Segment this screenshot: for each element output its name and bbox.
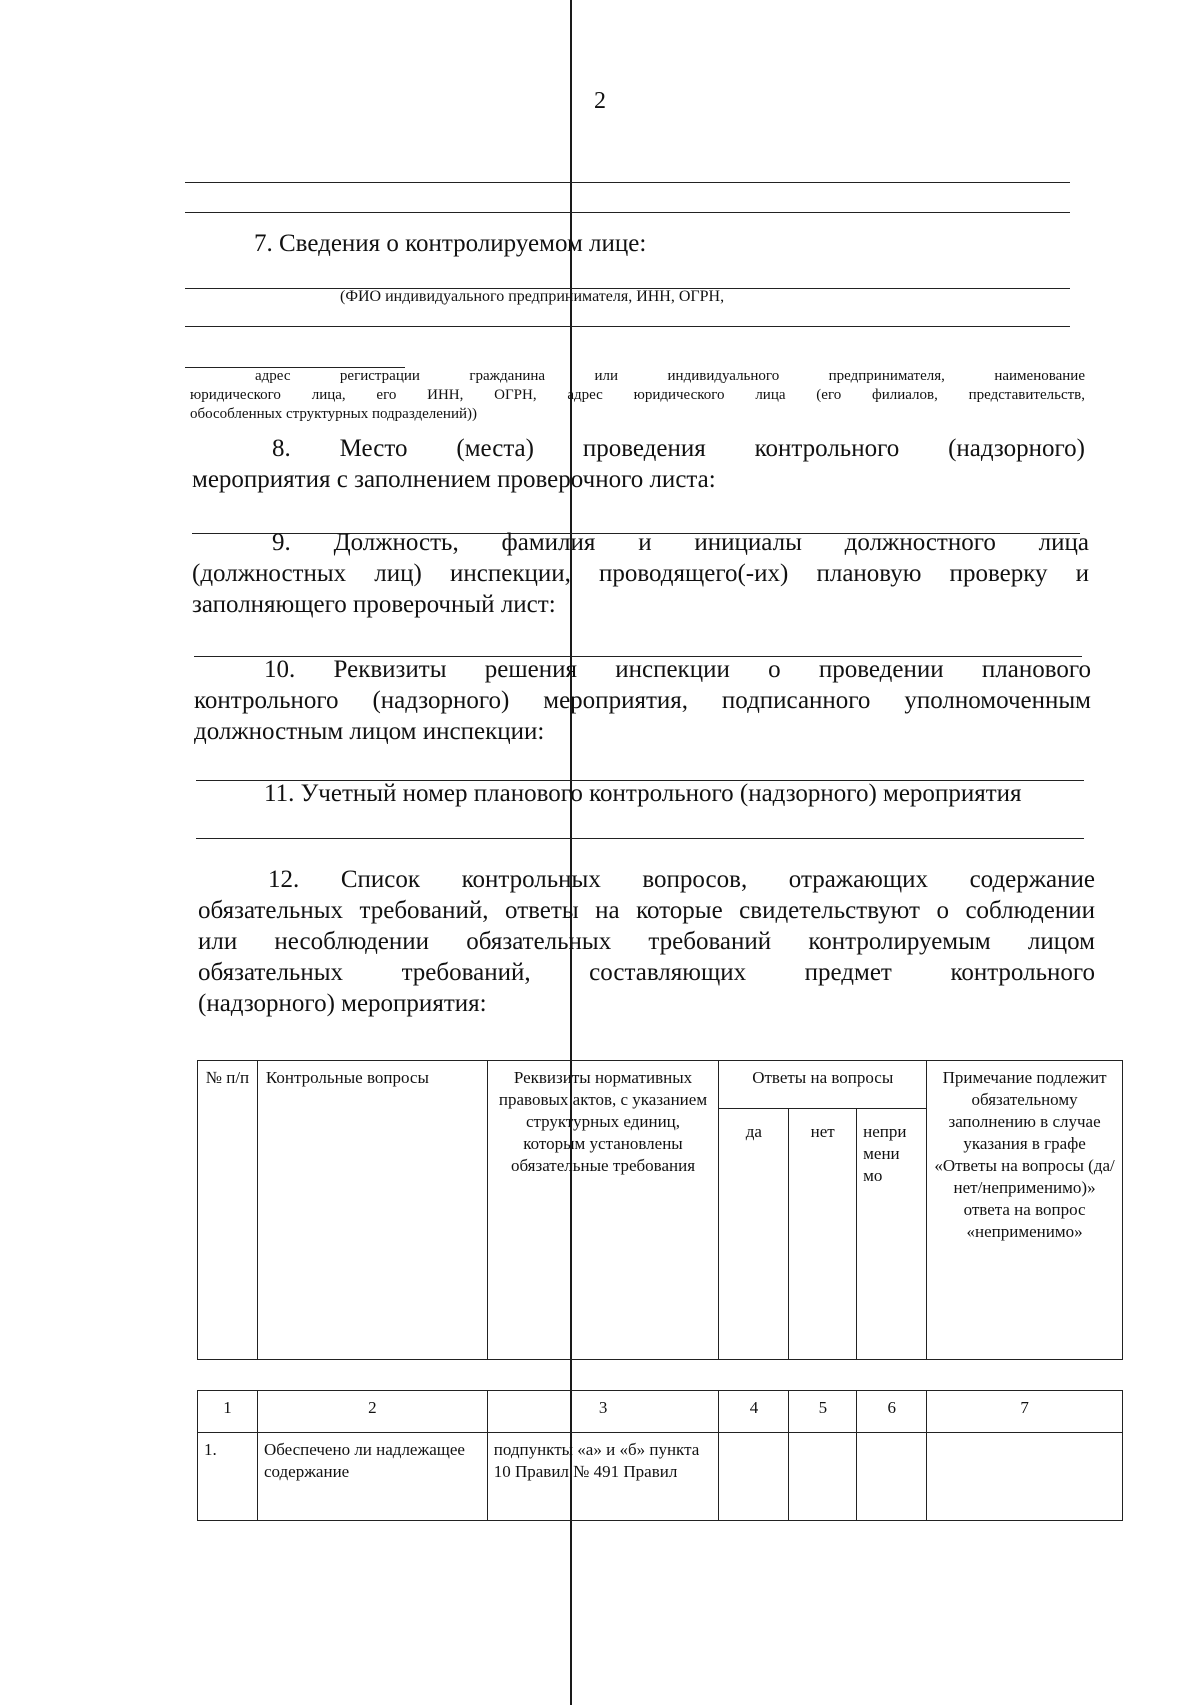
col-number-5: 5 — [789, 1391, 857, 1433]
col-number-1: 1 — [198, 1391, 258, 1433]
section-7-heading: 7. Сведения о контролируемом лице: — [254, 230, 647, 257]
col-na-header: непри мени мо — [857, 1109, 927, 1360]
row-answer-na[interactable] — [857, 1433, 927, 1521]
section-8-text: 8. Место (места) проведения контрольного (надзорного) мероприятия с заполнением проверочного листа: — [192, 435, 1085, 493]
col-number-header: № п/п — [198, 1061, 258, 1360]
col-yes-header: да — [719, 1109, 789, 1360]
table-row — [198, 1433, 1123, 1521]
section-11-text: 11. Учетный номер планового контрольного (надзорного) мероприятия — [264, 780, 1022, 807]
section-12-text: 12. Список контрольных вопросов, отражающих содержание обязательных требований, ответы на которые свидетельствуют о соблюдении или несоблюдении обязательных требований контролируемым лицом обязательных требований, составляющих предмет контрольного (надзорного) мероприятия: — [198, 866, 1095, 1017]
col-number-2: 2 — [257, 1391, 487, 1433]
col-number-7: 7 — [927, 1391, 1123, 1433]
col-questions-header: Контрольные вопросы — [257, 1061, 487, 1360]
blank-line — [185, 326, 1070, 327]
col-number-4: 4 — [719, 1391, 789, 1433]
row-note[interactable] — [927, 1433, 1123, 1521]
checklist-header-table — [197, 1060, 1123, 1360]
blank-line — [185, 212, 1070, 213]
col-no-header: нет — [789, 1109, 857, 1360]
row-answer-yes[interactable] — [719, 1433, 789, 1521]
blank-line — [196, 838, 1084, 839]
col-note-header: Примечание подлежит обязательному заполнению в случае указания в графе «Ответы на вопросы (да/нет/неприменимо)» ответа на вопрос «неприменимо» — [927, 1061, 1123, 1360]
section-7-hint: (ФИО индивидуального предпринимателя, ИНН, ОГРН, — [340, 288, 725, 305]
col-number-3: 3 — [487, 1391, 719, 1433]
page-number: 2 — [594, 88, 606, 114]
row-answer-no[interactable] — [789, 1433, 857, 1521]
row-question: Обеспечено ли надлежащее содержание — [257, 1433, 487, 1521]
blank-line — [185, 182, 1070, 183]
col-answers-header: Ответы на вопросы — [719, 1061, 927, 1109]
checklist-body-table — [197, 1390, 1123, 1521]
col-number-6: 6 — [857, 1391, 927, 1433]
row-number: 1. — [198, 1433, 258, 1521]
section-7-hint-2: адрес регистрации гражданина или индивидуального предпринимателя, наименование юридического лица, его ИНН, ОГРН, адрес юридического лица (его филиалов, представительств, обособленных структурных подразделений)) — [190, 368, 1085, 422]
section-10-text: 10. Реквизиты решения инспекции о проведении планового контрольного (надзорного) мероприятия, подписанного уполномоченным должностным лицом инспекции: — [194, 656, 1091, 745]
section-9-text: 9. Должность, фамилия и инициалы должностного лица (должностных лиц) инспекции, проводящего(-их) плановую проверку и заполняющего проверочный лист: — [192, 529, 1089, 618]
row-requisites: подпункты «а» и «б» пункта 10 Правил № 491 Правил — [487, 1433, 719, 1521]
col-requisites-header: Реквизиты нормативных правовых актов, с указанием структурных единиц, которым установлены обязательные требования — [487, 1061, 719, 1360]
